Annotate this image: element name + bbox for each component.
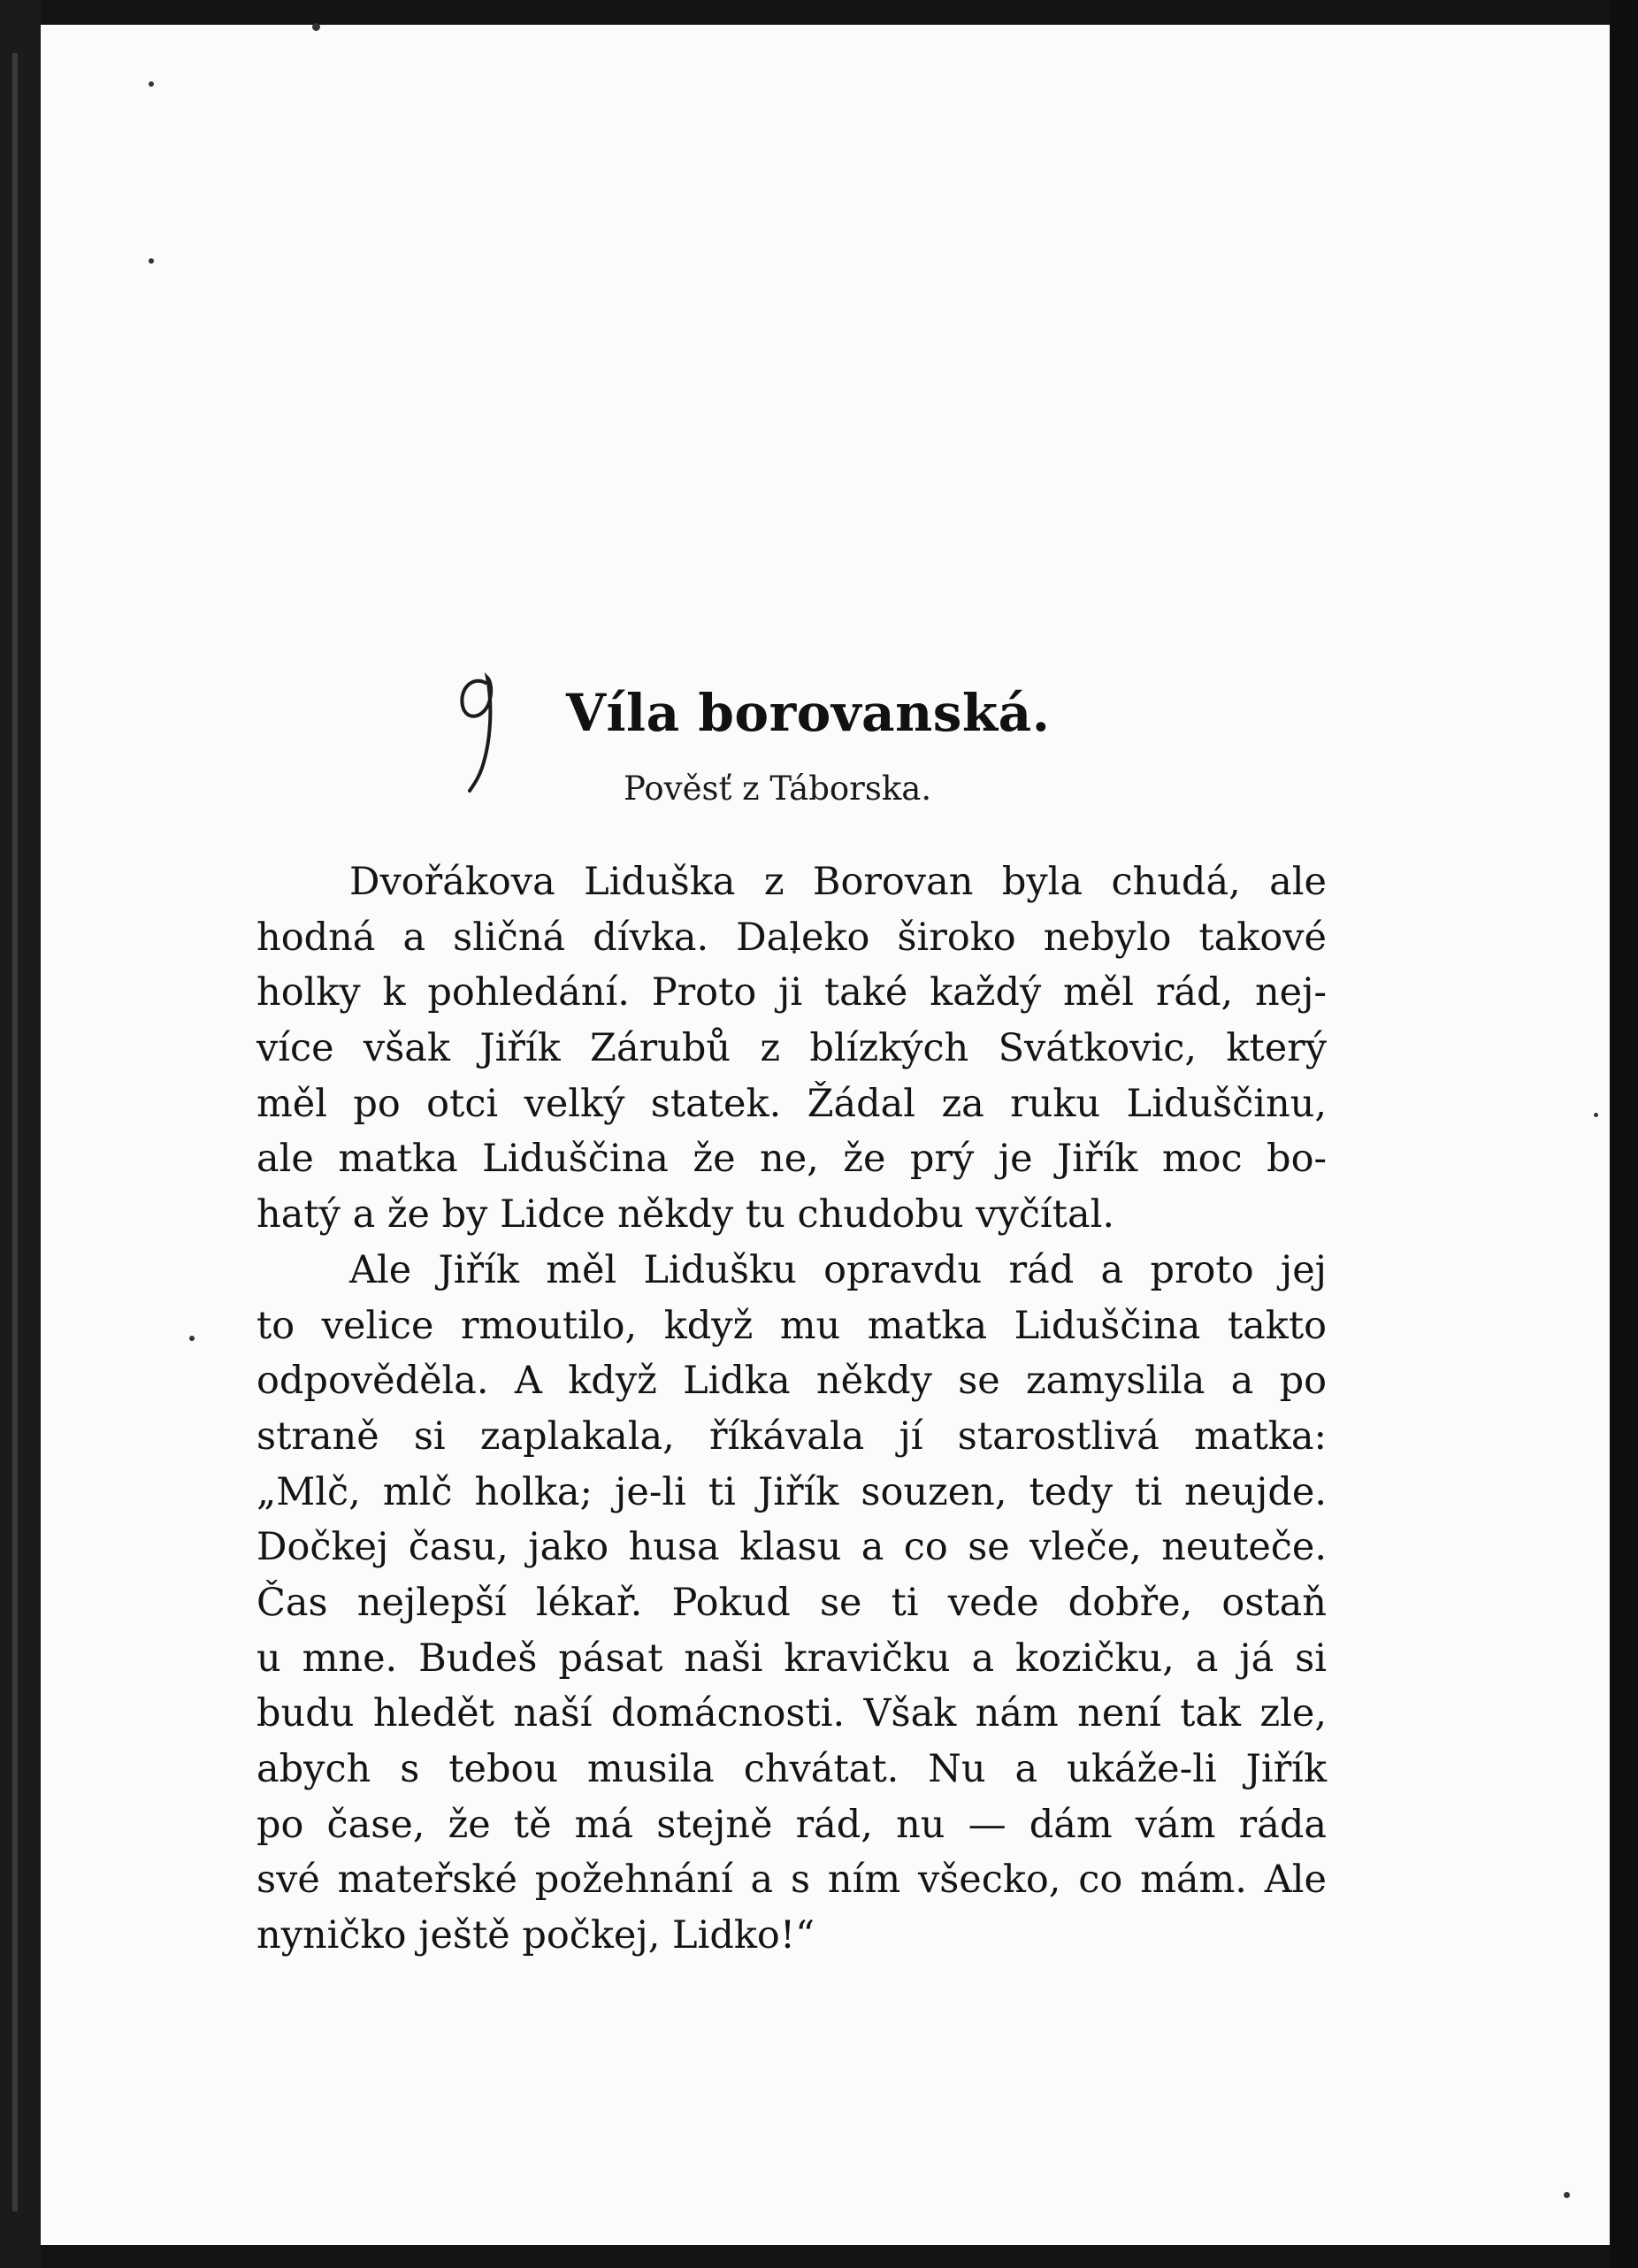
text-line: to velice rmoutilo, když mu matka Liduščina takto — [256, 1303, 1327, 1348]
text-line: více však Jiřík Zárubů z blízkých Svátkovic, který — [256, 1026, 1327, 1071]
body-text — [256, 854, 1327, 1964]
spine-highlight — [12, 53, 18, 2211]
dust-speck — [189, 1336, 195, 1341]
text-line: hatý a že by Lidce někdy tu chudobu vyčítal. — [256, 1192, 1115, 1237]
text-line: „Mlč, mlč holka; je-li ti Jiřík souzen, tedy ti neujde. — [256, 1469, 1327, 1514]
text-line: Dočkej času, jako husa klasu a co se vleče, neuteče. — [256, 1525, 1327, 1570]
book-spine-edge — [0, 0, 41, 2268]
dust-speck — [1594, 1113, 1598, 1117]
text-line: po čase, že tě má stejně rád, nu — dám vám ráda — [256, 1802, 1327, 1847]
text-line: straně si zaplakala, říkávala jí starostlivá matka: — [256, 1414, 1327, 1459]
text-line: hodná a sličná dívka. Daleko široko nebylo takové — [256, 915, 1327, 960]
text-line: Čas nejlepší lékař. Pokud se ti vede dobře, ostaň — [256, 1580, 1327, 1625]
text-line: odpověděla. A když Lidka někdy se zamyslila a po — [256, 1359, 1327, 1404]
text-line: abych s tebou musila chvátat. Nu a ukáže-li Jiřík — [256, 1747, 1327, 1791]
text-line: u mne. Budeš pásat naši kravičku a kozičku, a já si — [256, 1636, 1327, 1681]
dust-speck — [312, 23, 320, 31]
text-line: Ale Jiřík měl Lidušku opravdu rád a proto jej — [349, 1247, 1327, 1292]
text-line: nyničko ještě počkej, Lidko!“ — [256, 1913, 815, 1958]
dust-speck — [149, 258, 154, 264]
text-line: Dvořákova Liduška z Borovan byla chudá, ale — [349, 860, 1327, 904]
text-line: své mateřské požehnání a s ním všecko, co mám. Ale — [256, 1858, 1327, 1903]
text-line: budu hledět naší domácnosti. Však nám není tak zle, — [256, 1691, 1327, 1736]
right-scan-edge — [1610, 0, 1638, 2268]
text-line: holky k pohledání. Proto ji také každý měl rád, nej- — [256, 970, 1327, 1015]
text-line: měl po otci velký statek. Žádal za ruku Liduščinu, — [256, 1081, 1327, 1126]
page-subtitle: Pověsť z Táborska. — [624, 770, 932, 808]
dust-speck — [149, 81, 154, 87]
handwritten-folio-number-mark — [447, 670, 509, 794]
dust-speck — [1564, 2192, 1570, 2198]
page-title: Víla borovanská. — [566, 683, 1051, 743]
text-line: ale matka Liduščina že ne, že prý je Jiřík moc bo- — [256, 1137, 1327, 1182]
